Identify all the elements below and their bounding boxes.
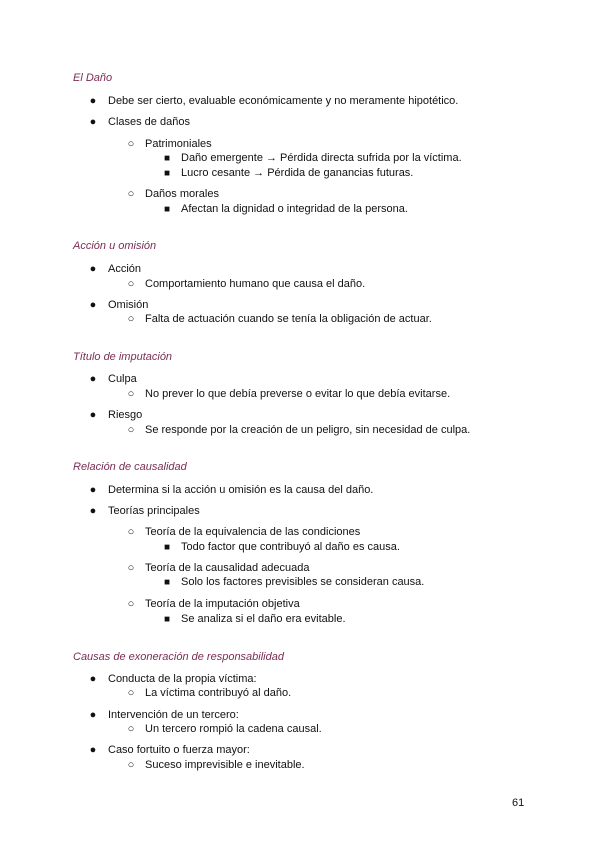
list-item: ○ Suceso imprevisible e inevitable. (127, 759, 305, 771)
bullet-disc-icon: ● (89, 744, 97, 756)
bullet-circle-icon: ○ (127, 759, 135, 771)
list-item: ○ Un tercero rompió la cadena causal. (127, 723, 322, 735)
bullet-square-icon: ■ (163, 204, 171, 215)
list-item: ○ Falta de actuación cuando se tenía la obligación de actuar. (127, 313, 432, 325)
bullet-circle-icon: ○ (127, 723, 135, 735)
list-item: ○ Teoría de la imputación objetiva (127, 598, 300, 610)
bullet-disc-icon: ● (89, 263, 97, 275)
bullet-square-icon: ■ (163, 577, 171, 588)
page-number: 61 (512, 797, 525, 809)
section-title-accion: Acción u omisión (73, 240, 157, 252)
list-item: ○ Teoría de la equivalencia de las condiciones (127, 526, 361, 538)
list-item: ● Determina si la acción u omisión es la causa del daño. (89, 484, 374, 496)
bullet-disc-icon: ● (89, 484, 97, 496)
bullet-circle-icon: ○ (127, 188, 135, 200)
list-item: ■ Daño emergente → Pérdida directa sufrida por la víctima. (163, 152, 462, 164)
list-item: ● Intervención de un tercero: (89, 709, 239, 721)
bullet-square-icon: ■ (163, 153, 171, 164)
list-item: ■ Lucro cesante → Pérdida de ganancias futuras. (163, 167, 414, 179)
list-item: ○ La víctima contribuyó al daño. (127, 687, 292, 699)
bullet-disc-icon: ● (89, 673, 97, 685)
bullet-circle-icon: ○ (127, 278, 135, 290)
section-title-exoneracion: Causas de exoneración de responsabilidad (73, 651, 284, 663)
list-item: ■ Afectan la dignidad o integridad de la persona. (163, 203, 408, 215)
list-item: ● Clases de daños (89, 116, 190, 128)
list-item: ○ Comportamiento humano que causa el daño. (127, 278, 366, 290)
list-item: ■ Se analiza si el daño era evitable. (163, 613, 346, 625)
list-item: ● Teorías principales (89, 505, 200, 517)
bullet-disc-icon: ● (89, 95, 97, 107)
bullet-circle-icon: ○ (127, 562, 135, 574)
bullet-disc-icon: ● (89, 299, 97, 311)
bullet-circle-icon: ○ (127, 424, 135, 436)
list-item: ○ No prever lo que debía preverse o evitar lo que debía evitarse. (127, 388, 451, 400)
list-item: ■ Todo factor que contribuyó al daño es causa. (163, 541, 400, 553)
bullet-circle-icon: ○ (127, 313, 135, 325)
list-item: ● Riesgo (89, 409, 143, 421)
bullet-disc-icon: ● (89, 409, 97, 421)
bullet-square-icon: ■ (163, 168, 171, 179)
bullet-circle-icon: ○ (127, 388, 135, 400)
list-item: ○ Se responde por la creación de un peligro, sin necesidad de culpa. (127, 424, 471, 436)
list-item: ● Culpa (89, 373, 137, 385)
section-title-dano: El Daño (73, 72, 113, 84)
list-item: ○ Patrimoniales (127, 138, 212, 150)
list-item: ○ Teoría de la causalidad adecuada (127, 562, 310, 574)
list-item: ● Debe ser cierto, evaluable económicamente y no meramente hipotético. (89, 95, 459, 107)
bullet-disc-icon: ● (89, 505, 97, 517)
bullet-square-icon: ■ (163, 542, 171, 553)
bullet-circle-icon: ○ (127, 138, 135, 150)
list-item: ● Conducta de la propia víctima: (89, 673, 257, 685)
list-item: ● Acción (89, 263, 142, 275)
list-item: ■ Solo los factores previsibles se consideran causa. (163, 576, 425, 588)
section-title-imputacion: Título de imputación (73, 351, 173, 363)
list-item: ● Omisión (89, 299, 149, 311)
bullet-disc-icon: ● (89, 709, 97, 721)
bullet-disc-icon: ● (89, 373, 97, 385)
bullet-circle-icon: ○ (127, 687, 135, 699)
bullet-disc-icon: ● (89, 116, 97, 128)
list-item: ○ Daños morales (127, 188, 219, 200)
bullet-circle-icon: ○ (127, 598, 135, 610)
section-title-causalidad: Relación de causalidad (73, 461, 187, 473)
bullet-circle-icon: ○ (127, 526, 135, 538)
list-item: ● Caso fortuito o fuerza mayor: (89, 744, 250, 756)
bullet-square-icon: ■ (163, 614, 171, 625)
